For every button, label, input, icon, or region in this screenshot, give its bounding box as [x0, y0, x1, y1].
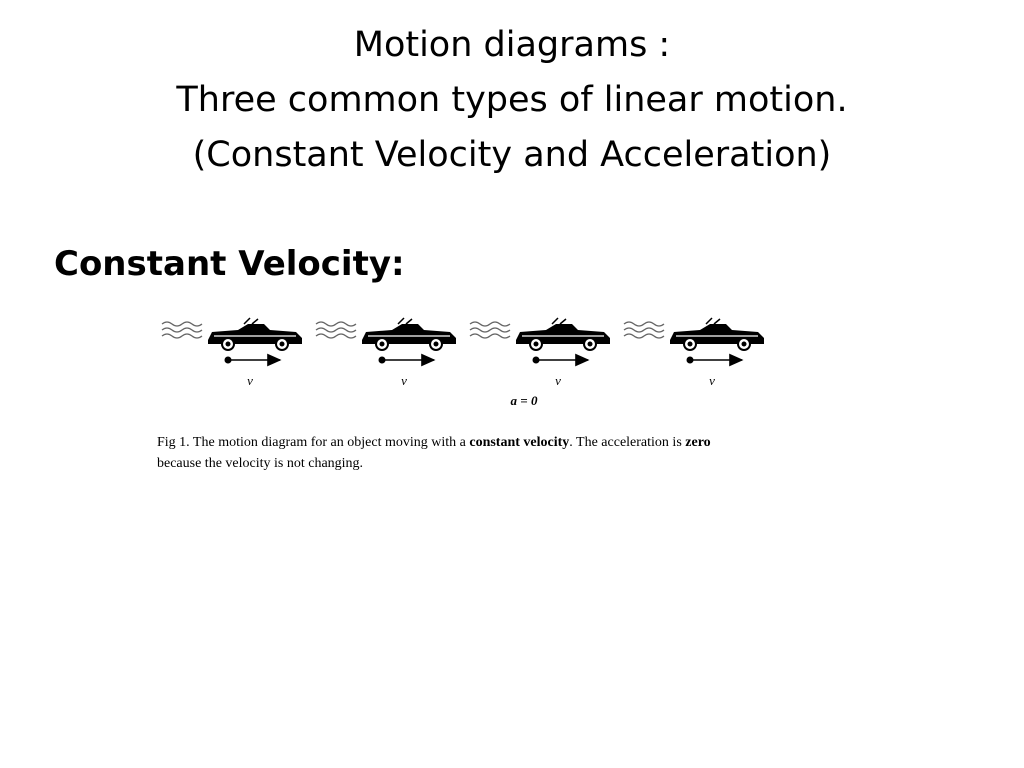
velocity-label: v	[401, 373, 407, 388]
title-line-3: (Constant Velocity and Acceleration)	[192, 135, 832, 175]
car-icon	[670, 318, 764, 350]
caption-line-1	[157, 432, 857, 453]
slide-title	[0, 18, 1024, 183]
caption-line-2: because the velocity is not changing.	[157, 456, 364, 471]
motion-frame	[316, 318, 456, 388]
motion-frame	[162, 318, 302, 388]
velocity-label: v	[709, 373, 715, 388]
motion-diagram	[150, 312, 870, 422]
car-icon	[208, 318, 302, 350]
velocity-label: v	[555, 373, 561, 388]
caption-bold-constant-velocity: constant velocity	[469, 435, 570, 450]
motion-diagram-svg	[150, 312, 870, 422]
wind-lines-icon	[316, 322, 356, 338]
title-line-2: Three common types of linear motion.	[176, 80, 848, 120]
section-heading: Constant Velocity:	[54, 244, 405, 284]
wind-lines-icon	[470, 322, 510, 338]
car-icon	[516, 318, 610, 350]
acceleration-label: a = 0	[510, 393, 538, 408]
title-line-1: Motion diagrams :	[353, 25, 671, 65]
motion-frame	[470, 318, 610, 388]
caption-text-1b: . The acceleration is	[569, 435, 686, 450]
wind-lines-icon	[162, 322, 202, 338]
motion-frame	[624, 318, 764, 388]
wind-lines-icon	[624, 322, 664, 338]
caption-bold-zero: zero	[685, 435, 711, 450]
caption-text-1a: Fig 1. The motion diagram for an object moving with a	[157, 435, 470, 450]
car-icon	[362, 318, 456, 350]
figure-caption	[157, 432, 857, 474]
velocity-label: v	[247, 373, 253, 388]
